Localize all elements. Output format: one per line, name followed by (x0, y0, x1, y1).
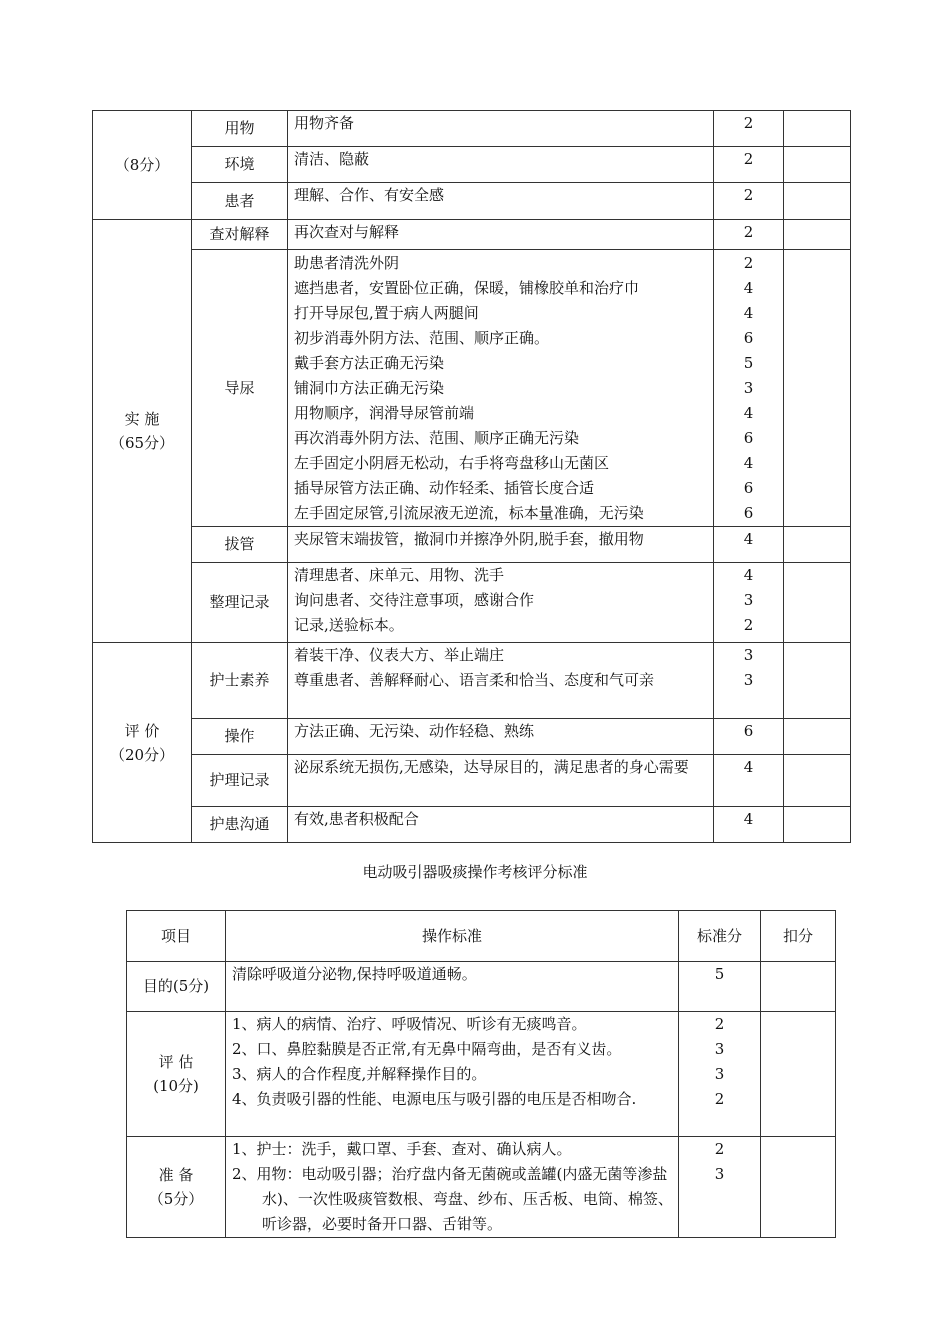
catheter-step: 再次消毒外阴方法、范围、顺序正确无污染 (294, 429, 580, 447)
prepare-scores (679, 1137, 761, 1238)
extubate-text (288, 527, 714, 563)
assess-score: 3 (714, 1065, 725, 1083)
deduct-cell (784, 643, 851, 719)
prep-item-label: 环境 (192, 147, 288, 183)
catheter-step: 打开导尿包,置于病人两腿间 (294, 304, 479, 322)
assess-scores (679, 1012, 761, 1137)
nursing-score-table (92, 110, 851, 843)
purpose-label: 目的(5分) (127, 962, 226, 1012)
suction-score-table (126, 910, 836, 1238)
purpose-score: 5 (679, 962, 761, 1012)
assess-score: 2 (714, 1090, 725, 1108)
operation-text: 方法正确、无污染、动作轻稳、熟练 (288, 719, 714, 755)
extubate-label: 拔管 (192, 527, 288, 563)
catheter-step: 左手固定尿管,引流尿液无逆流，标本量准确，无污染 (294, 504, 644, 522)
impl-category (93, 220, 192, 643)
communication-label: 护患沟通 (192, 807, 288, 843)
tidy-steps (288, 563, 714, 643)
catheter-step: 左手固定小阴唇无松动，右手将弯盘移山无菌区 (294, 454, 610, 472)
communication-score: 4 (714, 807, 784, 843)
deduct-cell (784, 111, 851, 147)
quality-label: 护士素养 (192, 643, 288, 719)
catheter-step: 用物顺序，润滑导尿管前端 (294, 404, 475, 422)
catheter-step: 铺洞巾方法正确无污染 (294, 379, 445, 397)
deduct-cell (761, 962, 836, 1012)
prepare-line: 2、用物：电动吸引器；治疗盘内备无菌碗或盖罐(内盛无菌等渗盐水)、一次性吸痰管数根、弯盘、纱布、压舌板、电筒、棉签、听诊器，必要时备开口器、舌钳等。 (232, 1165, 673, 1233)
header-deduct: 扣分 (761, 911, 836, 962)
operation-label: 操作 (192, 719, 288, 755)
prep-item-score: 2 (714, 111, 784, 147)
prep-category: （8分） (93, 111, 192, 220)
assess-category (127, 1012, 226, 1137)
tidy-score: 4 (743, 566, 754, 584)
deduct-cell (784, 807, 851, 843)
catheter-score: 4 (743, 404, 754, 422)
nursing-record-label: 护理记录 (192, 755, 288, 807)
quality-line: 着装干净、仪表大方、举止端庄 (294, 646, 505, 664)
impl-category-label: 实 施 (124, 410, 160, 428)
prep-item-label: 用物 (192, 111, 288, 147)
quality-lines (288, 643, 714, 719)
extubate-score: 4 (714, 527, 784, 563)
assess-category-label: 评 估 (158, 1053, 194, 1071)
catheter-score: 4 (743, 454, 754, 472)
catheter-score: 6 (743, 504, 754, 522)
catheter-steps (288, 250, 714, 527)
prepare-category-label: 准 备 (158, 1166, 194, 1184)
prep-item-text: 清洁、隐蔽 (288, 147, 714, 183)
catheter-label: 导尿 (192, 250, 288, 527)
quality-line: 尊重患者、善解释耐心、语言柔和恰当、态度和气可亲 (294, 671, 655, 689)
tidy-label: 整理记录 (192, 563, 288, 643)
assess-category-points: (10分) (153, 1077, 199, 1095)
check-score: 2 (714, 220, 784, 250)
deduct-cell (784, 183, 851, 220)
catheter-score: 6 (743, 479, 754, 497)
catheter-step: 插导尿管方法正确、动作轻柔、插管长度合适 (294, 479, 595, 497)
assess-line: 1、病人的病情、治疗、呼吸情况、听诊有无痰鸣音。 (232, 1015, 587, 1033)
eval-category (93, 643, 192, 843)
deduct-cell (784, 527, 851, 563)
catheter-score: 2 (743, 254, 754, 272)
deduct-cell (784, 220, 851, 250)
catheter-step: 戴手套方法正确无污染 (294, 354, 445, 372)
deduct-cell (784, 755, 851, 807)
assess-lines (226, 1012, 679, 1137)
assess-line: 2、口、鼻腔黏膜是否正常,有无鼻中隔弯曲，是否有义齿。 (232, 1040, 622, 1058)
prep-item-text: 理解、合作、有安全感 (288, 183, 714, 220)
assess-score: 2 (714, 1015, 725, 1033)
assess-line: 3、病人的合作程度,并解释操作目的。 (232, 1065, 487, 1083)
quality-scores (714, 643, 784, 719)
catheter-score: 6 (743, 329, 754, 347)
prep-item-score: 2 (714, 183, 784, 220)
assess-score: 3 (714, 1040, 725, 1058)
prepare-score: 2 (714, 1140, 725, 1158)
deduct-cell (784, 719, 851, 755)
prep-item-text: 用物齐备 (288, 111, 714, 147)
prepare-line: 1、护士：洗手，戴口罩、手套、查对、确认病人。 (232, 1140, 572, 1158)
deduct-cell (784, 563, 851, 643)
header-item: 项目 (127, 911, 226, 962)
deduct-cell (761, 1012, 836, 1137)
tidy-step: 清理患者、床单元、用物、洗手 (294, 566, 505, 584)
eval-category-label: 评 价 (124, 721, 160, 740)
deduct-cell (761, 1137, 836, 1238)
tidy-step: 记录,送验标本。 (294, 616, 404, 634)
header-standard: 操作标准 (226, 911, 679, 962)
check-label: 查对解释 (192, 220, 288, 250)
catheter-score: 6 (743, 429, 754, 447)
catheter-scores (714, 250, 784, 527)
extubate-step: 夹尿管末端拔管，撤洞巾并擦净外阴,脱手套，撤用物 (294, 530, 644, 548)
prepare-lines (226, 1137, 679, 1238)
nursing-record-text: 泌尿系统无损伤,无感染，达导尿目的，满足患者的身心需要 (288, 755, 714, 807)
prepare-category (127, 1137, 226, 1238)
catheter-step: 遮挡患者，安置卧位正确，保暖，铺橡胶单和治疗巾 (294, 279, 640, 297)
prep-item-label: 患者 (192, 183, 288, 220)
quality-score: 3 (743, 646, 754, 664)
communication-text: 有效,患者积极配合 (288, 807, 714, 843)
suction-table-title: 电动吸引器吸痰操作考核评分标准 (362, 863, 588, 881)
purpose-text: 清除呼吸道分泌物,保持呼吸道通畅。 (226, 962, 679, 1012)
catheter-score: 4 (743, 304, 754, 322)
tidy-scores (714, 563, 784, 643)
check-text: 再次查对与解释 (288, 220, 714, 250)
header-score: 标准分 (679, 911, 761, 962)
deduct-cell (784, 250, 851, 527)
prepare-category-points: （5分） (148, 1190, 204, 1208)
tidy-step: 询问患者、交待注意事项，感谢合作 (294, 591, 535, 609)
catheter-step: 助患者清洗外阴 (294, 254, 400, 272)
catheter-score: 4 (743, 279, 754, 297)
eval-category-points: （20分） (109, 745, 175, 764)
catheter-score: 5 (743, 354, 754, 372)
catheter-step: 初步消毒外阴方法、范围、顺序正确。 (294, 329, 550, 347)
deduct-cell (784, 147, 851, 183)
prep-item-score: 2 (714, 147, 784, 183)
operation-score: 6 (714, 719, 784, 755)
impl-category-points: （65分） (109, 434, 175, 452)
quality-score: 3 (743, 671, 754, 689)
tidy-score: 2 (743, 616, 754, 634)
nursing-record-score: 4 (714, 755, 784, 807)
tidy-score: 3 (743, 591, 754, 609)
catheter-score: 3 (743, 379, 754, 397)
assess-line: 4、负责吸引器的性能、电源电压与吸引器的电压是否相吻合. (232, 1090, 637, 1108)
prepare-score: 3 (714, 1165, 725, 1183)
